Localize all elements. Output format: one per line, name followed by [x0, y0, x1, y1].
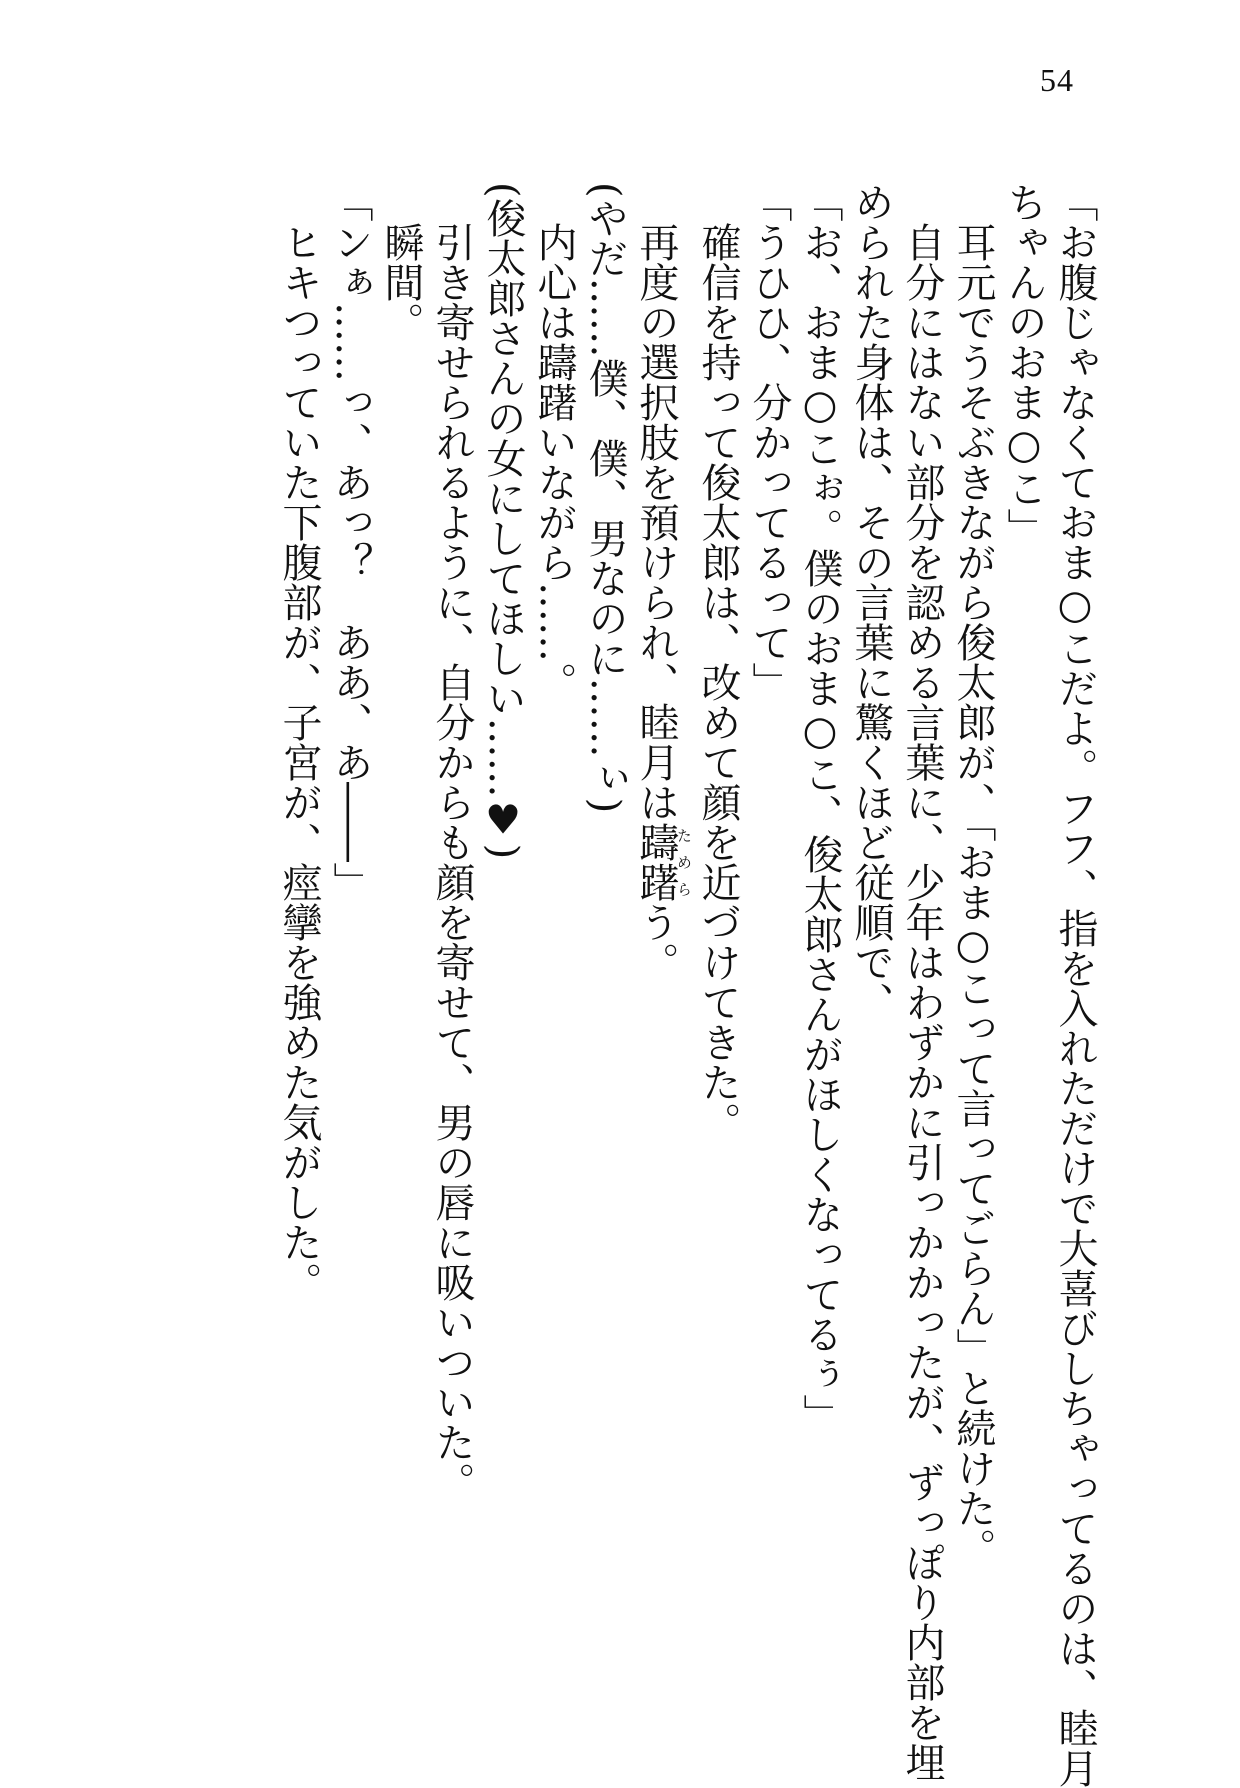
text-line: 瞬間。 [378, 222, 424, 342]
text-segment: 再度の選択肢を預けられ、睦月は [633, 222, 679, 822]
text-line: 確信を持って俊太郎は、改めて顔を近づけてきた。 [695, 222, 741, 1142]
text-line: 「お、おま○こぉ。僕のおま○こ、俊太郎さんがほしくなってるぅ」 [797, 182, 843, 1434]
text-line: 自分にはない部分を認める言葉に、少年はわずかに引っかかったが、ずっぽり内部を埋 [899, 222, 945, 1782]
text-line: 内心は躊躇いながら……。 [531, 222, 577, 702]
ruby-base: 躊躇 [633, 822, 679, 902]
ruby-annotation [633, 822, 693, 902]
vertical-text-body [270, 182, 1100, 1788]
ruby-reading: ためら [675, 822, 693, 902]
text-line: 「うひひ、分かってるって」 [746, 182, 792, 702]
text-line: (やだ……僕、僕、男なのに……ぃ) [582, 182, 628, 814]
text-line-with-ruby [630, 182, 692, 1542]
text-segment: う。 [633, 902, 679, 982]
text-line: 耳元でうそぶきながら俊太郎が、「おま○こって言ってごらん」と続けた。 [950, 222, 996, 1568]
text-line: ちゃんのおま○こ」 [1001, 182, 1047, 548]
text-line: 「お腹じゃなくておま○こだよ。フフ、指を入れただけで大喜びしちゃってるのは、睦月 [1052, 182, 1098, 1788]
text-line: ヒキつっていた下腹部が、子宮が、痙攣を強めた気がした。 [276, 222, 322, 1302]
text-line: められた身体は、その言葉に驚くほど従順で、 [848, 182, 894, 1022]
text-line: (俊太郎さんの女にしてほしい……♥) [480, 182, 526, 860]
text-line: 「ンぁ……っ、あっ？ ああ、あ――」 [327, 182, 373, 902]
text-line: 引き寄せられるように、自分からも顔を寄せて、男の唇に吸いついた。 [429, 222, 475, 1502]
page-number: 54 [1040, 62, 1074, 98]
